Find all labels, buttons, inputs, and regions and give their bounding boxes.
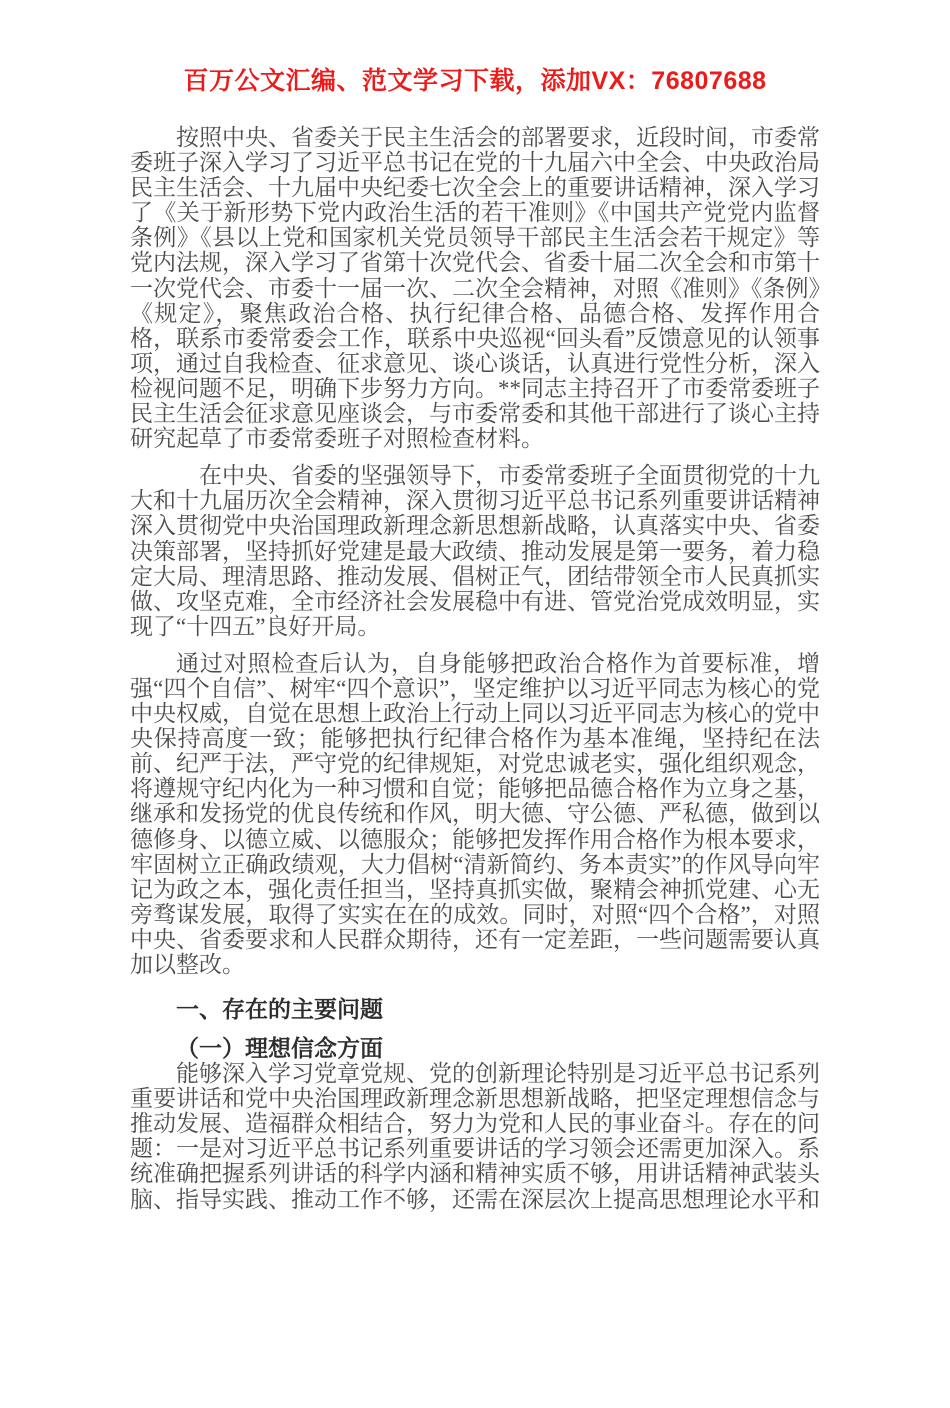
subsection-heading-ideals-beliefs: （一）理想信念方面 — [176, 1035, 383, 1062]
paragraph-self-assessment: 通过对照检查后认为，自身能够把政治合格作为首要标准，增强“四个自信”、树牢“四个意识”，坚定维护以习近平同志为核心的党中央权威，自觉在思想上政治上行动上同以习近平同志为核心的党中央保持高度一致；能够把执行纪律合格作为基本准绳，坚持纪在法前、纪严于法，严守党的纪律规矩，对党忠诚老实，强化组织观念，将遵规守纪内化为一种习惯和自觉；能够把品德合格作为立身之基，继承和发扬党的优良传统和作风，明大德、守公德、严私德，做到以德修身、以德立威、以德服众；能够把发挥作用合格作为根本要求，牢固树立正确政绩观，大力倡树“清新简约、务本责实”的作风导向牢记为政之本，强化责任担当，坚持真抓实做，聚精会神抓党建、心无旁骛谋发展，取得了实实在在的成效。同时，对照“四个合格”，对照中央、省委要求和人民群众期待，还有一定差距，一些问题需要认真加以整改。 — [130, 650, 820, 977]
paragraph-ideals-beliefs: 能够深入学习党章党规、党的创新理论特别是习近平总书记系列重要讲话和党中央治国理政新理念新思想新战略，把坚定理想信念与推动发展、造福群众相结合，努力为党和人民的事业奋斗。存在的问题：一是对习近平总书记系列重要讲话的学习领会还需更加深入。系统准确把握系列讲话的科学内涵和精神实质不够，用讲话精神武装头脑、指导实践、推动工作不够，还需在深层次上提高思想理论水平和 — [130, 1061, 820, 1212]
document-page — [0, 64, 950, 1408]
section-heading-main-problems: 一、存在的主要问题 — [176, 996, 383, 1023]
paragraph-intro: 按照中央、省委关于民主生活会的部署要求，近段时间，市委常委班子深入学习了习近平总书记在党的十九届六中全会、中央政治局民主生活会、十九届中央纪委七次全会上的重要讲话精神，深入学习了《关于新形势下党内政治生活的若干准则》《中国共产党党内监督条例》《县以上党和国家机关党员领导干部民主生活会若干规定》等党内法规，深入学习了省第十次党代会、省委十届二次全会和市第十一次党代会、市委十一届一次、二次全会精神，对照《准则》《条例》《规定》，聚焦政治合格、执行纪律合格、品德合格、发挥作用合格，联系市委常委会工作，联系中央巡视“回头看”反馈意见的认领事项，通过自我检查、征求意见、谈心谈话，认真进行党性分析，深入检视问题不足，明确下步努力方向。**同志主持召开了市委常委班子民主生活会征求意见座谈会，与市委常委和其他干部进行了谈心主持研究起草了市委常委班子对照检查材料。 — [130, 125, 820, 452]
promo-notice-text: 百万公文汇编、范文学习下载，添加VX：76807688 — [183, 67, 767, 95]
promo-banner — [0, 64, 950, 98]
document-body — [130, 125, 820, 1212]
paragraph-leadership: 在中央、省委的坚强领导下，市委常委班子全面贯彻党的十九大和十九届历次全会精神，深入贯彻习近平总书记系列重要讲话精神深入贯彻党中央治国理政新理念新思想新战略，认真落实中央、省委决策部署，坚持抓好党建是最大政绩、推动发展是第一要务，着力稳定大局、理清思路、推动发展、倡树正气，团结带领全市人民真抓实做、攻坚克难，全市经济社会发展稳中有进、管党治党成效明显，实现了“十四五”良好开局。 — [130, 463, 820, 639]
